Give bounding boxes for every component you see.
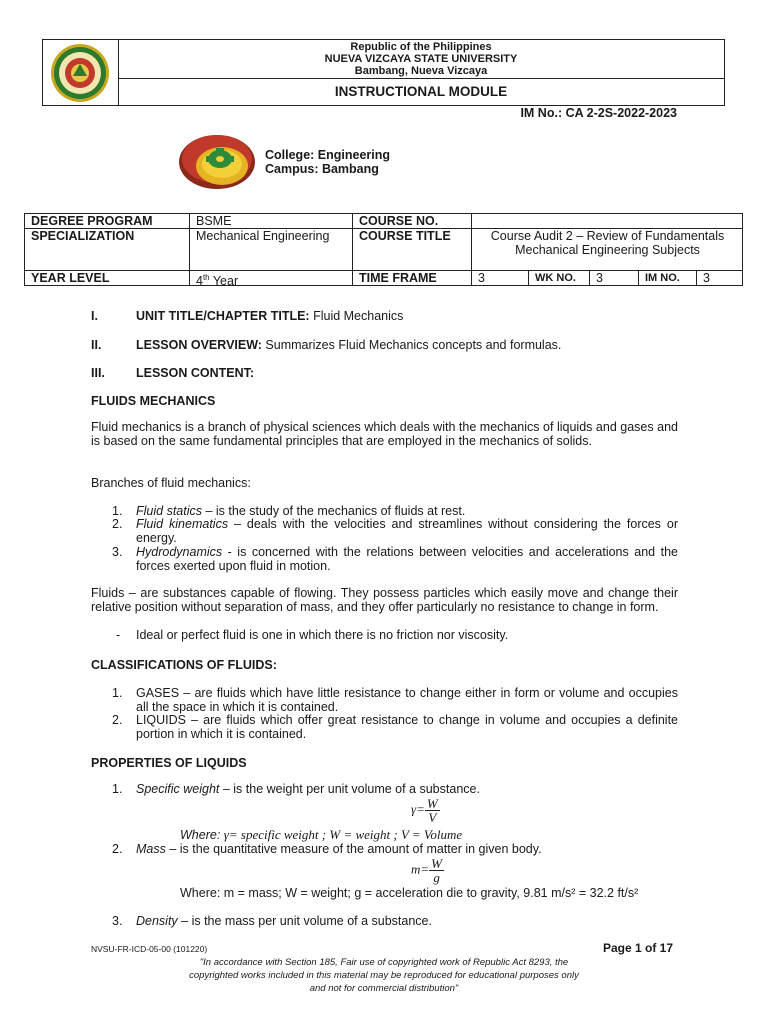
university-seal-icon bbox=[43, 40, 118, 105]
formula-1-lhs: γ= bbox=[411, 801, 425, 817]
class-2-number: 2. bbox=[112, 713, 123, 727]
heading-properties: PROPERTIES OF LIQUIDS bbox=[91, 756, 247, 770]
branch-2-text: – deals with the velocities and streamlines without considering the forces or energy. bbox=[136, 517, 678, 545]
formula-2-denominator: g bbox=[433, 870, 440, 885]
prop-1-number: 1. bbox=[112, 782, 123, 796]
year-level-value bbox=[190, 271, 244, 288]
year-level-number: 4 bbox=[196, 274, 203, 289]
section-1-number: I. bbox=[91, 309, 98, 323]
course-info-table bbox=[24, 213, 743, 289]
formula-2-lhs: m= bbox=[411, 861, 430, 877]
branch-2 bbox=[136, 518, 678, 545]
im-number: IM No.: CA 2-2S-2022-2023 bbox=[520, 106, 677, 120]
degree-program-label: DEGREE PROGRAM bbox=[31, 214, 153, 228]
header-institution bbox=[118, 40, 724, 79]
section-2-line bbox=[136, 338, 561, 352]
section-2-label: LESSON OVERVIEW: bbox=[136, 338, 262, 352]
course-title-label: COURSE TITLE bbox=[359, 229, 451, 243]
ideal-fluid-note: Ideal or perfect fluid is one in which there is no friction nor viscosity. bbox=[136, 628, 509, 642]
formula-2-where: Where: m = mass; W = weight; g = acceleration die to gravity, 9.81 m/s² = 32.2 ft/s² bbox=[180, 886, 639, 900]
branch-2-number: 2. bbox=[112, 517, 123, 531]
paragraph-branches: Branches of fluid mechanics: bbox=[91, 476, 251, 490]
heading-classifications: CLASSIFICATIONS OF FLUIDS: bbox=[91, 658, 277, 672]
section-3-label: LESSON CONTENT: bbox=[136, 366, 255, 380]
prop-mass bbox=[136, 843, 678, 857]
header-location: Bambang, Nueva Vizcaya bbox=[354, 65, 488, 77]
prop-2-number: 2. bbox=[112, 842, 123, 856]
copyright-note: "In accordance with Section 185, Fair use of copyrighted work of Republic Act 8293, the copyrighted works included in this material may be reproduced for educational purposes only and not for commercial distribution" bbox=[189, 957, 579, 994]
year-level-suffix: th bbox=[202, 273, 210, 282]
branch-2-term: Fluid kinematics bbox=[136, 517, 229, 531]
college-label: College: Engineering bbox=[265, 148, 391, 162]
time-frame-label: TIME FRAME bbox=[359, 271, 437, 285]
formula-2-numerator: W bbox=[431, 856, 443, 871]
header-university: NUEVA VIZCAYA STATE UNIVERSITY bbox=[324, 53, 518, 65]
branch-1-number: 1. bbox=[112, 504, 123, 518]
prop-3-text: – is the mass per unit volume of a substance. bbox=[177, 914, 432, 928]
branch-3 bbox=[136, 546, 678, 573]
prop-1-term: Specific weight bbox=[136, 782, 220, 796]
week-no-label: WK NO. bbox=[535, 272, 576, 284]
course-title-value: Course Audit 2 – Review of Fundamentals Mechanical Engineering Subjects bbox=[490, 229, 725, 257]
header-republic: Republic of the Philippines bbox=[350, 41, 492, 53]
degree-program-value: BSME bbox=[196, 214, 232, 228]
branch-1-text: – is the study of the mechanics of fluids at rest. bbox=[202, 504, 466, 518]
formula-mass bbox=[411, 857, 444, 884]
footer-form-code: NVSU-FR-ICD-05-00 (101220) bbox=[91, 944, 208, 954]
im-no-value: 3 bbox=[703, 271, 710, 285]
section-2-number: II. bbox=[91, 338, 102, 352]
class-liquids: LIQUIDS – are fluids which offer great resistance to change in volume and occupies a definite portion in which it is contained. bbox=[136, 713, 678, 741]
course-no-label: COURSE NO. bbox=[359, 214, 439, 228]
prop-3-number: 3. bbox=[112, 914, 123, 928]
section-1-label: UNIT TITLE/CHAPTER TITLE: bbox=[136, 309, 310, 323]
class-gases: GASES – are fluids which have little resistance to change either in form or volume and occupies all the space in which it is contained. bbox=[136, 686, 678, 714]
engineering-gear-logo-icon bbox=[176, 126, 258, 192]
section-1-value: Fluid Mechanics bbox=[309, 309, 404, 323]
im-no-label: IM NO. bbox=[645, 272, 680, 284]
prop-3-term: Density bbox=[136, 914, 178, 928]
time-frame-value: 3 bbox=[478, 271, 485, 285]
prop-2-term: Mass bbox=[136, 842, 166, 856]
campus-label: Campus: Bambang bbox=[265, 162, 379, 176]
branch-3-term: Hydrodynamics bbox=[136, 545, 223, 559]
year-level-word: Year bbox=[209, 274, 239, 289]
formula-1-numerator: W bbox=[426, 796, 438, 811]
paragraph-fluids: Fluids – are substances capable of flowing. They possess particles which easily move and change their relative position without separation of mass, and they offer particularly no resistance to change in form. bbox=[91, 586, 678, 614]
section-1-line bbox=[136, 309, 403, 323]
formula-1-where-math: γ= specific weight ; W = weight ; V = Volume bbox=[223, 827, 463, 842]
formula-1-denominator: V bbox=[428, 810, 437, 825]
college-block bbox=[265, 148, 390, 176]
prop-1-text: – is the weight per unit volume of a substance. bbox=[219, 782, 480, 796]
ideal-fluid-dash: - bbox=[116, 628, 121, 642]
prop-2-text: – is the quantitative measure of the amount of matter in given body. bbox=[165, 842, 542, 856]
page-number: Page 1 of 17 bbox=[602, 941, 673, 955]
formula-specific-weight bbox=[411, 797, 440, 824]
prop-specific-weight bbox=[136, 783, 678, 797]
year-level-label: YEAR LEVEL bbox=[31, 271, 110, 285]
paragraph-intro: Fluid mechanics is a branch of physical sciences which deals with the mechanics of liquids and gases and is based on the same fundamental principles that are employed in the mechanics of solids. bbox=[91, 420, 678, 448]
branch-3-text: - is concerned with the relations between velocities and accelerations and the forces exerted upon fluid in motion. bbox=[136, 545, 678, 573]
heading-fluids-mechanics: FLUIDS MECHANICS bbox=[91, 394, 216, 408]
section-3-number: III. bbox=[91, 366, 105, 380]
branch-3-number: 3. bbox=[112, 545, 123, 559]
class-1-number: 1. bbox=[112, 686, 123, 700]
specialization-value: Mechanical Engineering bbox=[196, 229, 330, 243]
week-no-value: 3 bbox=[596, 271, 603, 285]
prop-density bbox=[136, 915, 678, 929]
header-table bbox=[42, 39, 725, 106]
module-title: INSTRUCTIONAL MODULE bbox=[334, 84, 508, 99]
section-2-value: Summarizes Fluid Mechanics concepts and formulas. bbox=[261, 338, 562, 352]
specialization-label: SPECIALIZATION bbox=[31, 229, 135, 243]
header-logo-cell bbox=[43, 40, 119, 105]
formula-1-where bbox=[180, 828, 462, 842]
formula-1-where-label: Where: bbox=[180, 828, 224, 842]
branch-1-term: Fluid statics bbox=[136, 504, 202, 518]
